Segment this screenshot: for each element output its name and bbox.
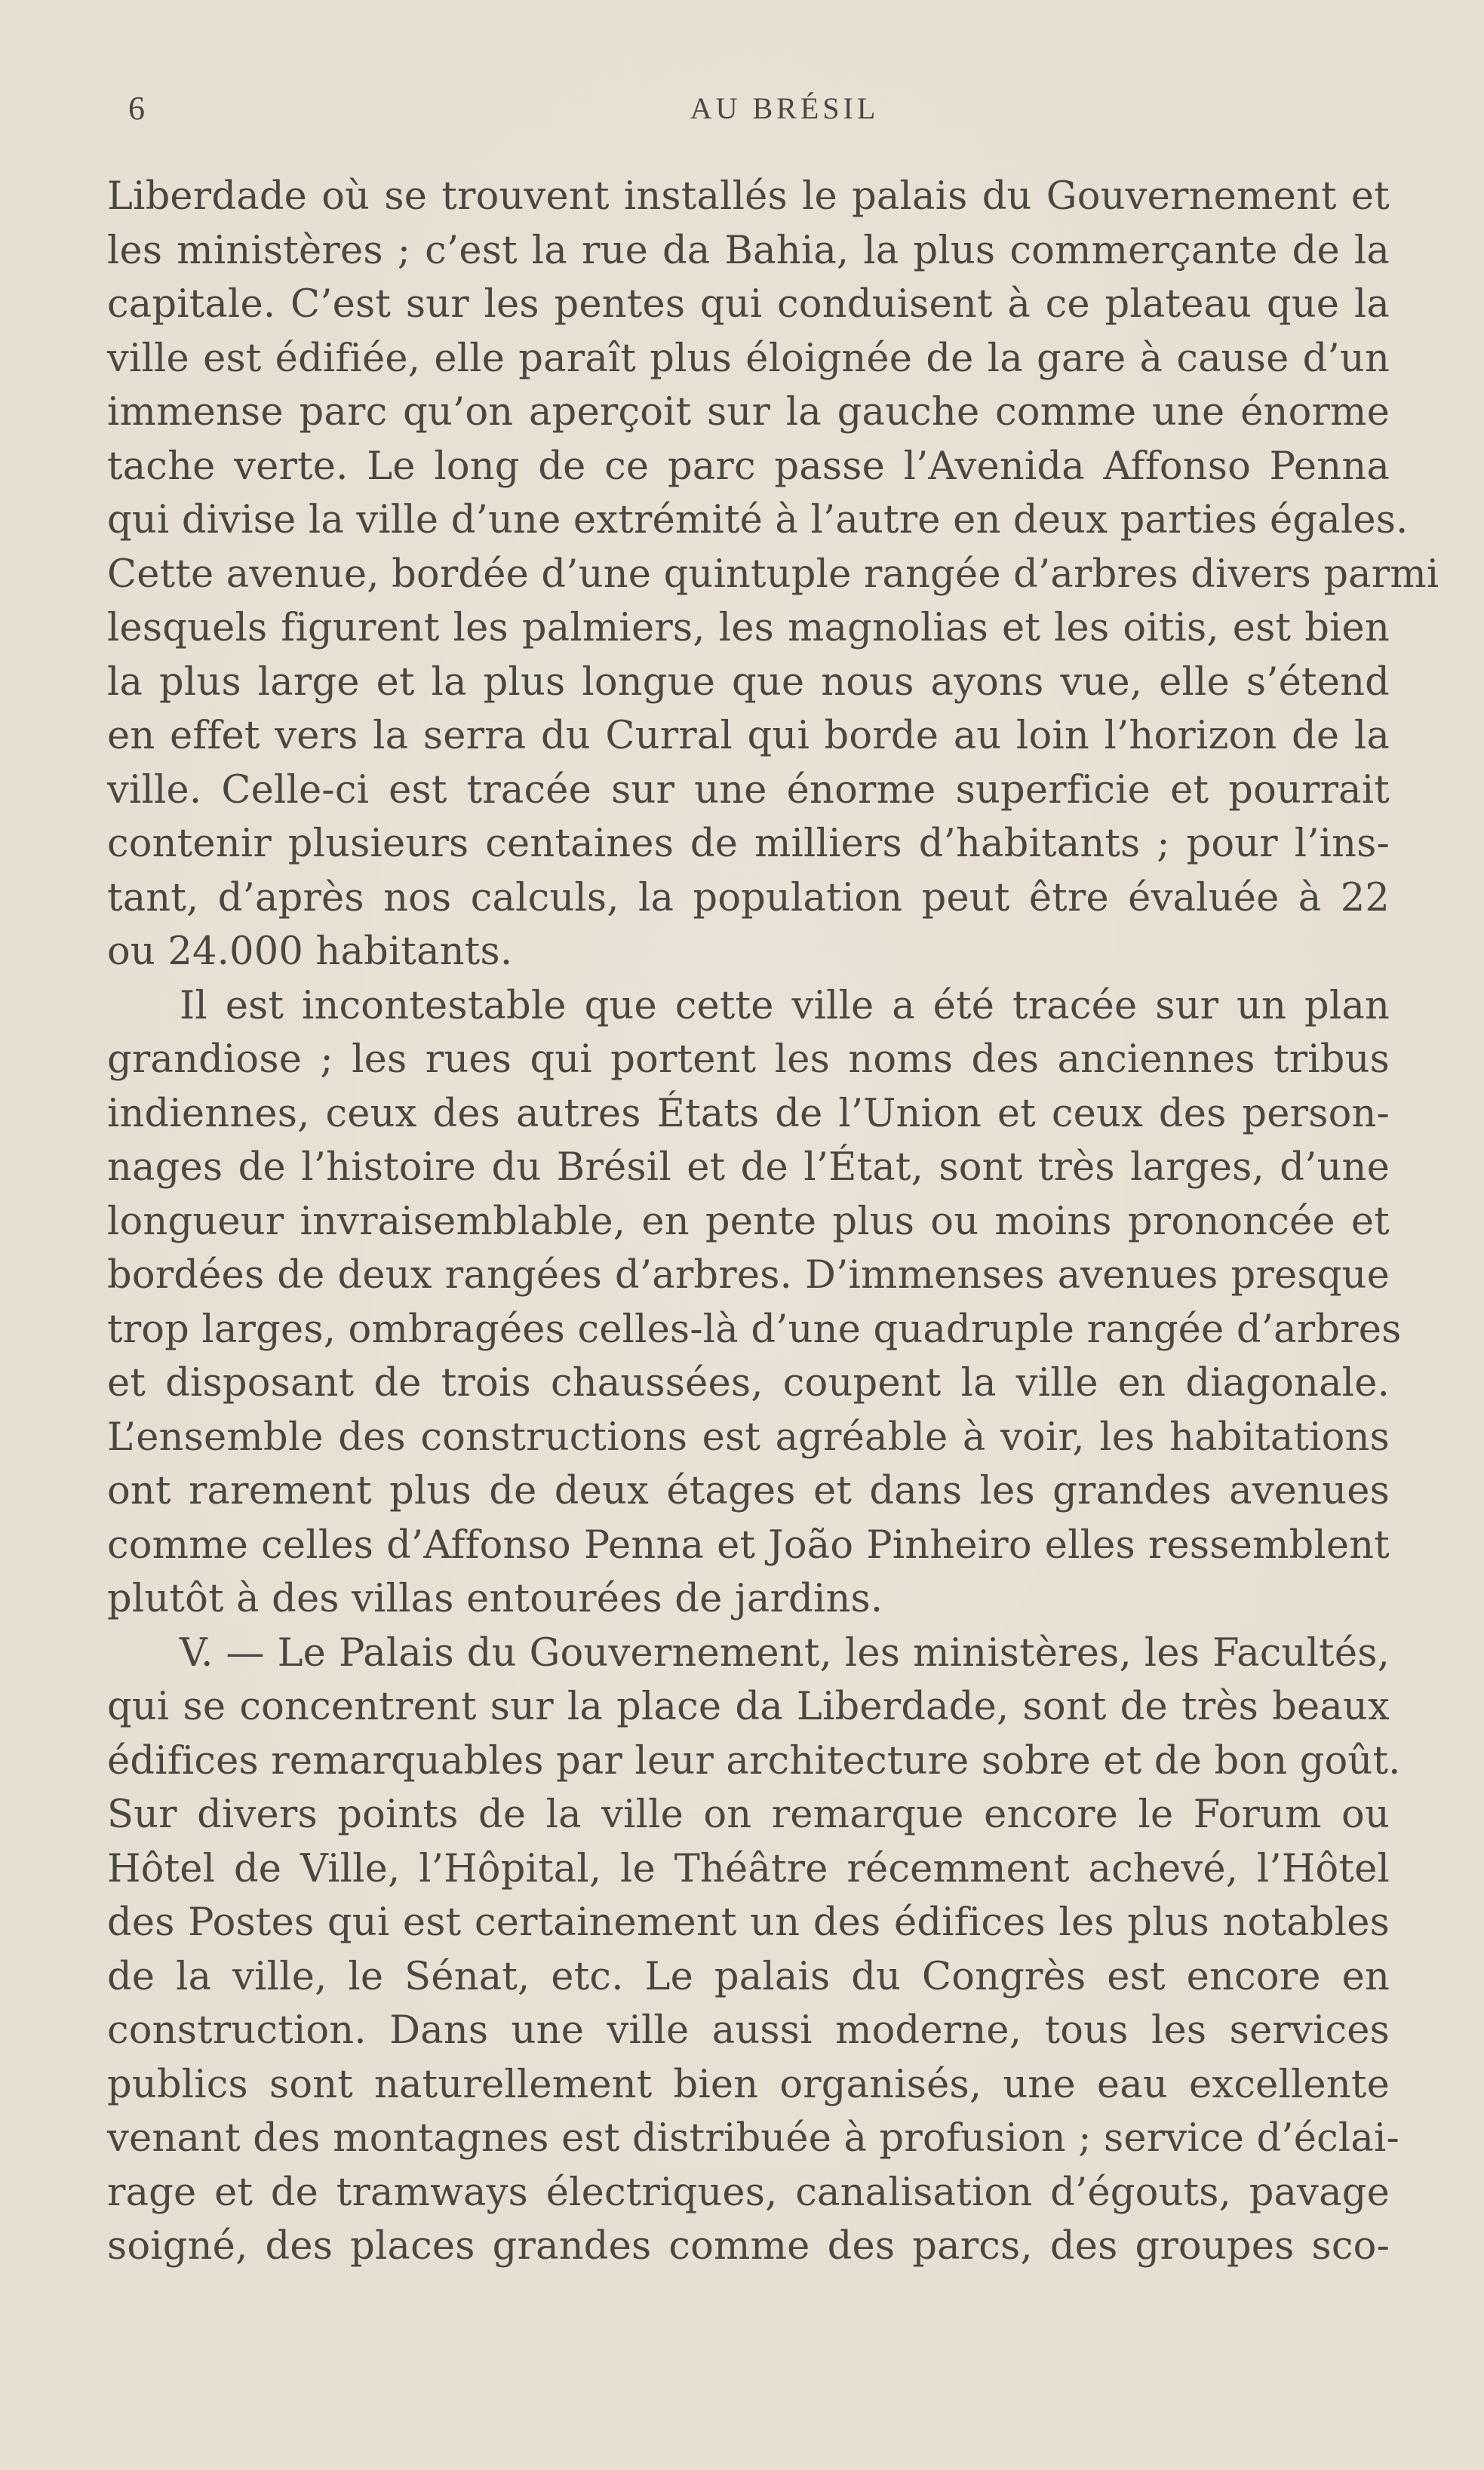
text-line: ont rarement plus de deux étages et dans les grandes avenues bbox=[107, 1469, 1390, 1513]
text-line: en effet vers la serra du Curral qui borde au loin l’horizon de la bbox=[107, 714, 1390, 758]
text-line: publics sont naturellement bien organisés, une eau excellente bbox=[107, 2062, 1390, 2107]
text-line: immense parc qu’on aperçoit sur la gauche comme une énorme bbox=[107, 390, 1390, 435]
paragraph-2 bbox=[107, 979, 1402, 1627]
paragraph-3 bbox=[107, 1627, 1401, 2274]
text-line: L’ensemble des constructions est agréable à voir, les habitations bbox=[107, 1415, 1390, 1460]
text-line: la plus large et la plus longue que nous ayons vue, elle s’étend bbox=[107, 659, 1390, 705]
text-line: ou 24.000 habitants. bbox=[107, 929, 513, 974]
text-line: de la ville, le Sénat, etc. Le palais du Congrès est encore en bbox=[107, 1954, 1390, 1999]
text-line: tant, d’après nos calculs, la population peut être évaluée à 22 bbox=[107, 875, 1390, 920]
text-line: grandiose ; les rues qui portent les noms des anciennes tribus bbox=[107, 1037, 1390, 1082]
text-line: venant des montagnes est distribuée à profusion ; service d’éclai- bbox=[107, 2116, 1400, 2161]
text-line: comme celles d’Affonso Penna et João Pinheiro elles ressemblent bbox=[107, 1522, 1390, 1568]
text-line: longueur invraisemblable, en pente plus ou moins prononcée et bbox=[107, 1199, 1390, 1244]
text-line: édifices remarquables par leur architecture sobre et de bon goût. bbox=[107, 1738, 1401, 1783]
running-title: AU BRÉSIL bbox=[690, 91, 880, 125]
page-number: 6 bbox=[128, 90, 145, 127]
text-line: ville est édifiée, elle paraît plus éloignée de la gare à cause d’un bbox=[107, 336, 1390, 381]
text-line: Il est incontestable que cette ville a été tracée sur un plan bbox=[180, 983, 1390, 1028]
text-line: trop larges, ombragées celles-là d’une quadruple rangée d’arbres bbox=[107, 1307, 1402, 1352]
text-line: ville. Celle-ci est tracée sur une énorme superficie et pourrait bbox=[107, 767, 1390, 813]
text-line: construction. Dans une ville aussi moderne, tous les services bbox=[107, 2008, 1390, 2053]
text-line: contenir plusieurs centaines de milliers d’habitants ; pour l’ins- bbox=[107, 822, 1390, 866]
page-header bbox=[128, 89, 1396, 134]
text-line: soigné, des places grandes comme des parcs, des groupes sco- bbox=[107, 2224, 1390, 2269]
text-line: capitale. C’est sur les pentes qui conduisent à ce plateau que la bbox=[107, 282, 1390, 327]
text-line: bordées de deux rangées d’arbres. D’immenses avenues presque bbox=[107, 1253, 1390, 1298]
paragraph-1 bbox=[107, 170, 1439, 979]
text-line: Sur divers points de la ville on remarque encore le Forum ou bbox=[107, 1793, 1390, 1837]
text-line: V. — Le Palais du Gouvernement, les ministères, les Facultés, bbox=[180, 1630, 1390, 1676]
text-line: indiennes, ceux des autres États de l’Union et ceux des person- bbox=[107, 1091, 1390, 1136]
text-line: plutôt à des villas entourées de jardins. bbox=[107, 1577, 883, 1621]
text-line: nages de l’histoire du Brésil et de l’État, sont très larges, d’une bbox=[107, 1145, 1390, 1190]
text-line: qui se concentrent sur la place da Liberdade, sont de très beaux bbox=[107, 1685, 1390, 1729]
text-line: qui divise la ville d’une extrémité à l’autre en deux parties égales. bbox=[107, 498, 1409, 542]
text-line: les ministères ; c’est la rue da Bahia, la plus commerçante de la bbox=[107, 228, 1390, 273]
text-line: lesquels figurent les palmiers, les magnolias et les oitis, est bien bbox=[107, 606, 1390, 650]
body-text bbox=[107, 170, 1439, 2274]
text-line: Liberdade où se trouvent installés le palais du Gouvernement et bbox=[107, 174, 1390, 219]
text-line: tache verte. Le long de ce parc passe l’Avenida Affonso Penna bbox=[107, 444, 1390, 489]
text-line: Hôtel de Ville, l’Hôpital, le Théâtre récemment achevé, l’Hôtel bbox=[107, 1846, 1390, 1891]
text-line: rage et de tramways électriques, canalisation d’égouts, pavage bbox=[107, 2170, 1390, 2215]
text-line: Cette avenue, bordée d’une quintuple rangée d’arbres divers parmi bbox=[107, 551, 1439, 597]
text-line: et disposant de trois chaussées, coupent la ville en diagonale. bbox=[107, 1361, 1390, 1406]
text-line: des Postes qui est certainement un des édifices les plus notables bbox=[107, 1900, 1390, 1945]
